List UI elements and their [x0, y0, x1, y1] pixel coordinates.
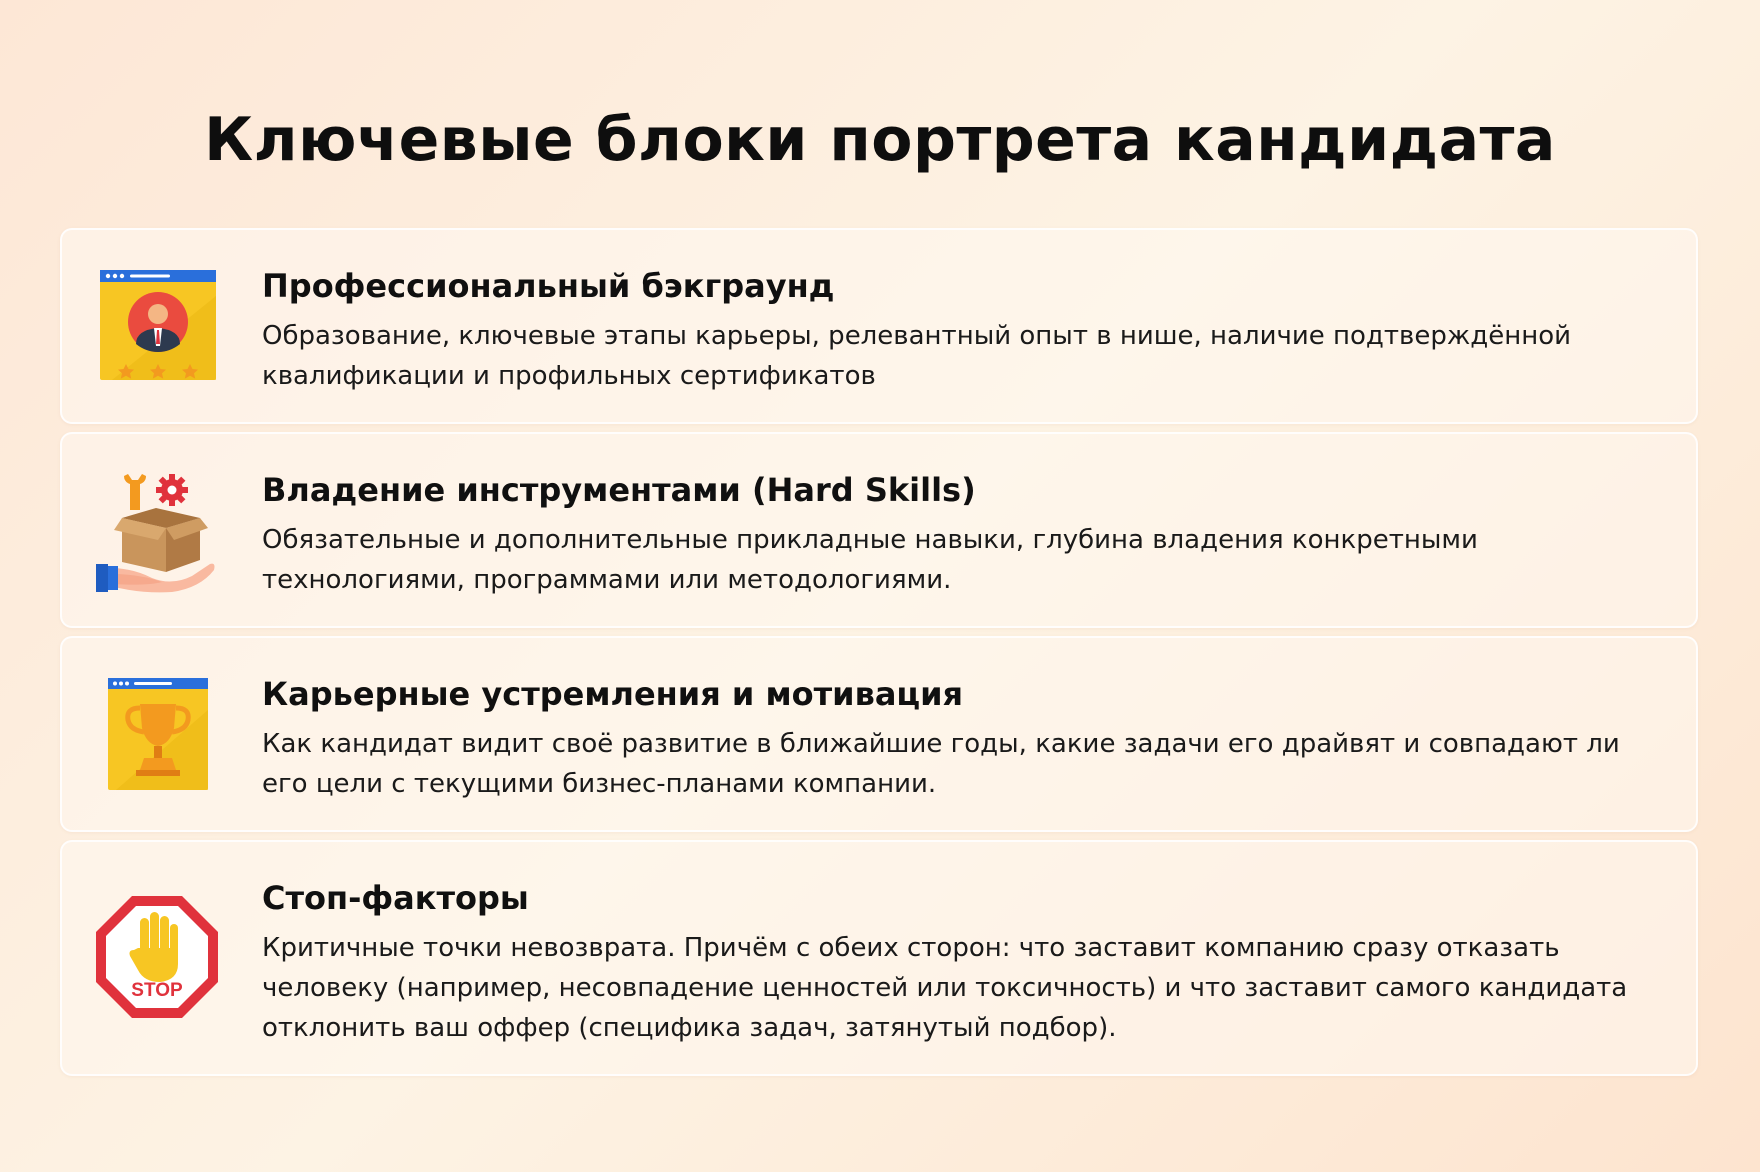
block-card-background: [60, 840, 1698, 1076]
candidate-profile-icon: [92, 266, 222, 396]
block-title: Владение инструментами (Hard Skills): [262, 471, 976, 509]
page-title: Ключевые блоки портрета кандидата: [204, 105, 1556, 175]
block-description: Критичные точки невозврата. Причём с обеих сторон: что заставит компанию сразу отказать человеку (например, несовпадение ценностей или токсичность) и что заставит самого кандидата отклонить ваш оффер (специфика задач, затянутый подбор).: [262, 933, 1628, 1043]
block-description: Обязательные и дополнительные прикладные навыки, глубина владения конкретными технологиями, программами или методологиями.: [262, 525, 1478, 595]
block-card-background: [60, 636, 1698, 832]
trophy-icon: [92, 674, 222, 804]
tools-box-icon: [92, 470, 222, 600]
block-title: Карьерные устремления и мотивация: [262, 675, 964, 713]
block-title: Стоп-факторы: [262, 879, 529, 917]
block-description: Образование, ключевые этапы карьеры, релевантный опыт в нише, наличие подтверждённой квалификации и профильных сертификатов: [262, 321, 1572, 391]
block-card-background: [60, 432, 1698, 628]
stop-hand-icon: [92, 892, 222, 1022]
block-description: Как кандидат видит своё развитие в ближайшие годы, какие задачи его драйвят и совпадают ли его цели с текущими бизнес-планами компании.: [262, 729, 1620, 799]
block-title: Профессиональный бэкграунд: [262, 267, 835, 305]
block-card-background: [60, 228, 1698, 424]
stop-sign-label: STOP: [131, 980, 183, 1001]
